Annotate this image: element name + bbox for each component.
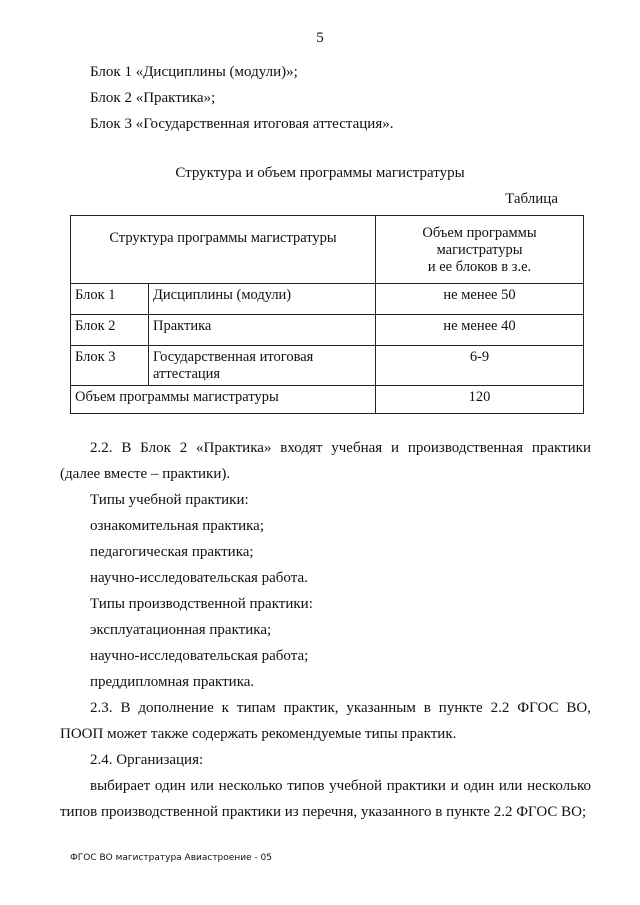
header-volume-line: Объем программы <box>422 225 537 241</box>
paragraph-2-3-line2: ПООП может также содержать рекомендуемые типы практик. <box>60 726 457 742</box>
paragraph-2-4-line1: выбирает один или несколько типов учебной практики и один или несколько <box>90 778 591 794</box>
edu-types-title: Типы учебной практики: <box>90 492 249 508</box>
table-label: Таблица <box>505 191 558 207</box>
paragraph-2-2-line2: (далее вместе – практики). <box>60 466 231 482</box>
cell-name: Практика <box>149 315 376 346</box>
cell-volume: 6-9 <box>376 346 584 386</box>
cell-volume: не менее 50 <box>376 284 584 315</box>
paragraph-2-4: 2.4. Организация: <box>90 752 204 768</box>
paragraph-2-2-line1: 2.2. В Блок 2 «Практика» входят учебная и производственная практики <box>90 440 591 456</box>
cell-name: Государственная итоговая аттестация <box>149 346 376 386</box>
block-list-item: Блок 1 «Дисциплины (модули)»; <box>90 64 298 80</box>
paragraph-2-3-line1: 2.3. В дополнение к типам практик, указанным в пункте 2.2 ФГОС ВО, <box>90 700 591 716</box>
table-row <box>71 346 584 386</box>
paragraph-2-4-line2: типов производственной практики из перечня, указанного в пункте 2.2 ФГОС ВО; <box>60 804 587 820</box>
header-volume-line: и ее блоков в з.е. <box>427 259 532 275</box>
cell-block: Блок 3 <box>71 346 149 386</box>
prod-types-title: Типы производственной практики: <box>90 596 313 612</box>
cell-block: Блок 1 <box>71 284 149 315</box>
prod-type-item: преддипломная практика. <box>90 674 255 690</box>
block-list-item: Блок 3 «Государственная итоговая аттестация». <box>90 116 394 132</box>
prod-type-item: эксплуатационная практика; <box>90 622 272 638</box>
header-volume-line: магистратуры <box>436 242 523 258</box>
table-header-row <box>71 216 584 284</box>
cell-block: Блок 2 <box>71 315 149 346</box>
edu-type-item: научно-исследовательская работа. <box>90 570 308 586</box>
page-number: 5 <box>316 30 324 46</box>
table-total-row <box>71 386 584 414</box>
cell-volume: не менее 40 <box>376 315 584 346</box>
table-caption: Структура и объем программы магистратуры <box>175 165 465 181</box>
total-label: Объем программы магистратуры <box>71 386 376 414</box>
table-row <box>71 315 584 346</box>
footer: ФГОС ВО магистратура Авиастроение - 05 <box>70 853 273 863</box>
cell-name: Дисциплины (модули) <box>149 284 376 315</box>
program-structure-table <box>70 215 584 414</box>
total-value: 120 <box>376 386 584 414</box>
prod-type-item: научно-исследовательская работа; <box>90 648 309 664</box>
table-row <box>71 284 584 315</box>
header-volume <box>376 216 584 284</box>
header-structure: Структура программы магистратуры <box>71 216 376 284</box>
block-list-item: Блок 2 «Практика»; <box>90 90 216 106</box>
edu-type-item: педагогическая практика; <box>90 544 254 560</box>
edu-type-item: ознакомительная практика; <box>90 518 264 534</box>
